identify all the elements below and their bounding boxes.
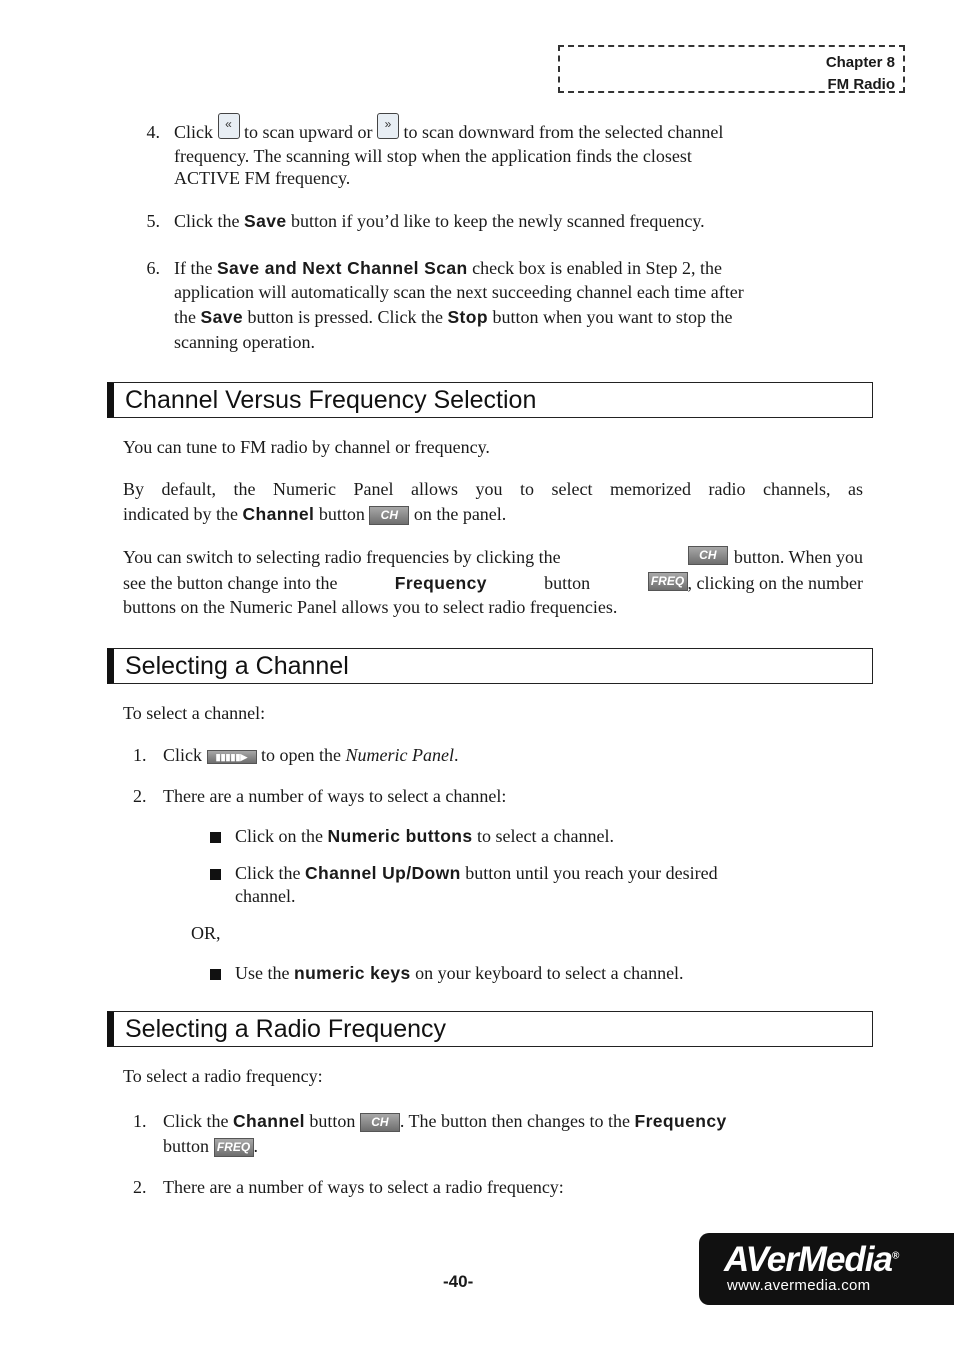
sec2-intro: To select a channel:: [123, 703, 266, 723]
ch-button-icon: CH: [369, 506, 409, 525]
sec3-step-1: 1. Click the Channel button CH . The button then changes to the Frequency button FREQ .: [133, 1111, 727, 1156]
sec2-step-1: 1. Click ▮▮▮▮▮▶ to open the Numeric Panel.: [133, 745, 459, 765]
scan-down-icon[interactable]: »: [377, 113, 399, 139]
brand-url: www.avermedia.com: [727, 1277, 871, 1294]
sec2-bullet-3: Use the numeric keys on your keyboard to select a channel.: [235, 963, 684, 983]
bullet-square-icon: [210, 869, 221, 880]
sec2-or: OR,: [191, 923, 221, 943]
scan-up-icon[interactable]: «: [218, 113, 240, 139]
section-heading-channel-vs-frequency: Channel Versus Frequency Selection: [107, 382, 873, 418]
chapter-header-box: [558, 45, 905, 93]
section-heading-selecting-channel: Selecting a Channel: [107, 648, 873, 684]
sec2-bullet-1: Click on the Numeric buttons to select a channel.: [235, 826, 614, 846]
sec1-paragraph-2: By default, the Numeric Panel allows you to select memorized radio channels, as indicated by the Channel button CH on the panel.: [123, 479, 863, 524]
page-number: -40-: [443, 1272, 474, 1291]
section-label: FM Radio: [827, 76, 895, 93]
sec2-step-2: 2. There are a number of ways to select a channel:: [133, 786, 507, 806]
section-heading-selecting-frequency: Selecting a Radio Frequency: [107, 1011, 873, 1047]
brand-name: AVerMedia®: [724, 1240, 899, 1279]
sec3-step-2: 2. There are a number of ways to select a radio frequency:: [133, 1177, 564, 1197]
avermedia-logo: [699, 1233, 954, 1305]
numeric-panel-toggle-icon[interactable]: ▮▮▮▮▮▶: [207, 750, 257, 764]
sec1-paragraph-1: You can tune to FM radio by channel or frequency.: [123, 437, 490, 457]
bullet-square-icon: [210, 832, 221, 843]
freq-button-icon: FREQ: [214, 1138, 254, 1157]
sec2-bullet-2: Click the Channel Up/Down button until you reach your desired channel.: [235, 863, 718, 906]
bullet-square-icon: [210, 969, 221, 980]
sec1-paragraph-3: You can switch to selecting radio frequencies by clicking the CH button. When you see the button change into the Frequency button FREQ , clicking on the number buttons on the Numeric Panel allows you to select radio frequencies.: [123, 547, 863, 617]
ch-button-icon: CH: [360, 1113, 400, 1132]
chapter-label: Chapter 8: [825, 54, 895, 71]
sec3-intro: To select a radio frequency:: [123, 1066, 323, 1086]
ch-button-icon: CH: [688, 546, 728, 565]
freq-button-icon: FREQ: [648, 572, 688, 591]
